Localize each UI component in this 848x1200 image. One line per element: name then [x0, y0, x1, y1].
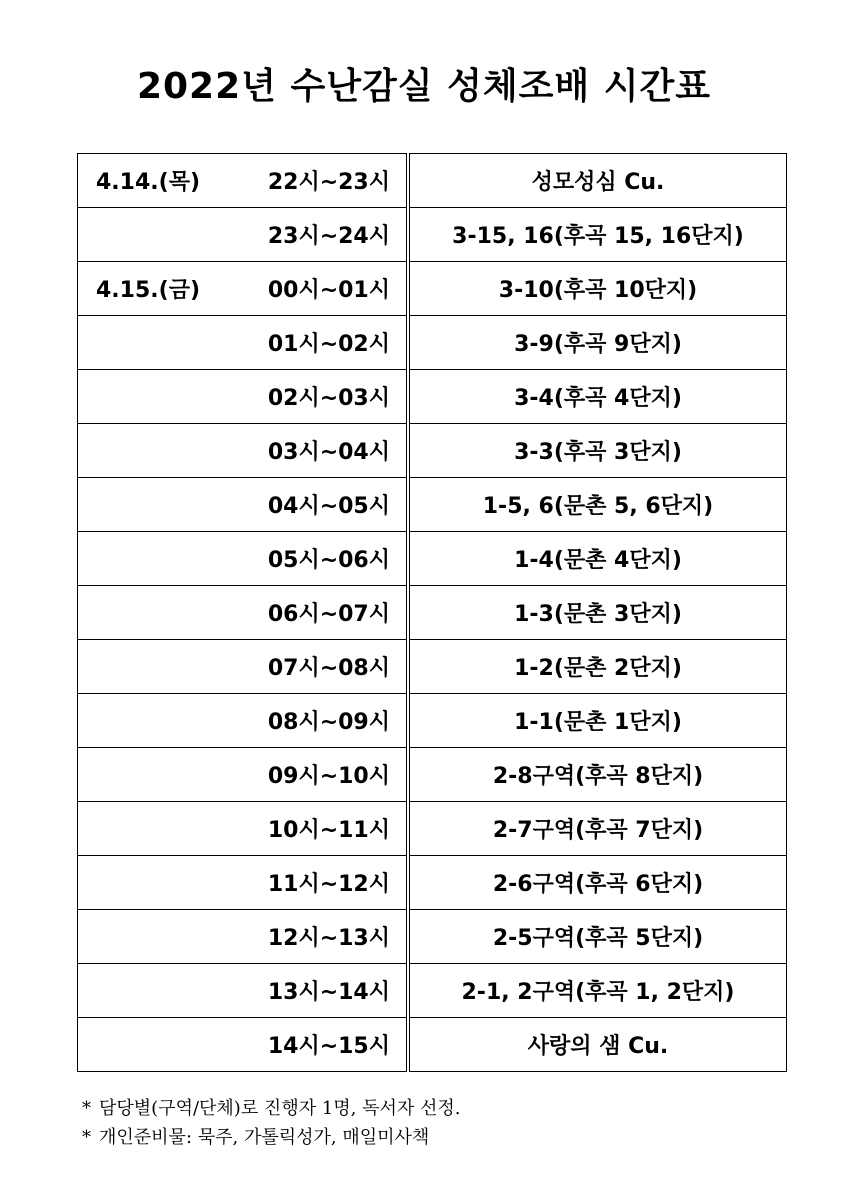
schedule-row	[78, 316, 787, 370]
time-slot: 23시~24시	[267, 224, 390, 249]
schedule-row	[78, 964, 787, 1018]
schedule-row	[78, 694, 787, 748]
time-cell	[78, 532, 409, 586]
group-cell: 1-3(문촌 3단지)	[408, 586, 787, 640]
time-slot: 01시~02시	[267, 332, 390, 357]
time-cell	[78, 964, 409, 1018]
note-bullet: *	[82, 1098, 91, 1119]
group-cell: 1-1(문촌 1단지)	[408, 694, 787, 748]
schedule-row	[78, 856, 787, 910]
group-cell: 3-9(후곡 9단지)	[408, 316, 787, 370]
time-cell	[78, 154, 409, 208]
page-title: 2022년 수난감실 성체조배 시간표	[136, 66, 712, 107]
group-cell: 2-5구역(후곡 5단지)	[408, 910, 787, 964]
schedule-row	[78, 910, 787, 964]
group-cell: 1-5, 6(문촌 5, 6단지)	[408, 478, 787, 532]
group-cell: 2-7구역(후곡 7단지)	[408, 802, 787, 856]
time-cell	[78, 262, 409, 316]
time-cell	[78, 478, 409, 532]
notes	[82, 1094, 461, 1152]
group-cell: 1-4(문촌 4단지)	[408, 532, 787, 586]
time-slot: 04시~05시	[267, 494, 390, 519]
time-slot: 12시~13시	[267, 926, 390, 951]
time-cell	[78, 1018, 409, 1072]
group-cell: 3-15, 16(후곡 15, 16단지)	[408, 208, 787, 262]
note-text: 담당별(구역/단체)로 진행자 1명, 독서자 선정.	[99, 1098, 461, 1119]
schedule-row	[78, 640, 787, 694]
schedule-row	[78, 1018, 787, 1072]
schedule-row	[78, 208, 787, 262]
time-slot: 08시~09시	[267, 710, 390, 735]
group-cell: 2-1, 2구역(후곡 1, 2단지)	[408, 964, 787, 1018]
time-cell	[78, 748, 409, 802]
group-cell: 2-8구역(후곡 8단지)	[408, 748, 787, 802]
group-cell: 3-4(후곡 4단지)	[408, 370, 787, 424]
schedule-row	[78, 154, 787, 208]
time-cell	[78, 694, 409, 748]
group-cell: 사랑의 샘 Cu.	[408, 1018, 787, 1072]
schedule-row	[78, 478, 787, 532]
time-cell	[78, 208, 409, 262]
time-cell	[78, 910, 409, 964]
group-cell: 3-3(후곡 3단지)	[408, 424, 787, 478]
schedule-row	[78, 748, 787, 802]
schedule-row	[78, 370, 787, 424]
time-slot: 00시~01시	[267, 278, 390, 303]
time-slot: 09시~10시	[267, 764, 390, 789]
time-slot: 13시~14시	[267, 980, 390, 1005]
date-label: 4.15.(금)	[96, 278, 200, 303]
note-line	[82, 1094, 461, 1123]
time-slot: 05시~06시	[267, 548, 390, 573]
schedule-table	[77, 153, 787, 1072]
time-slot: 07시~08시	[267, 656, 390, 681]
schedule-row	[78, 424, 787, 478]
time-cell	[78, 802, 409, 856]
group-cell: 성모성심 Cu.	[408, 154, 787, 208]
schedule-row	[78, 586, 787, 640]
time-cell	[78, 640, 409, 694]
time-slot: 11시~12시	[267, 872, 390, 897]
date-label: 4.14.(목)	[96, 170, 200, 195]
time-slot: 14시~15시	[267, 1034, 390, 1059]
note-bullet: *	[82, 1127, 91, 1148]
time-cell	[78, 424, 409, 478]
group-cell: 2-6구역(후곡 6단지)	[408, 856, 787, 910]
time-cell	[78, 856, 409, 910]
time-slot: 06시~07시	[267, 602, 390, 627]
time-cell	[78, 586, 409, 640]
time-slot: 10시~11시	[267, 818, 390, 843]
time-slot: 03시~04시	[267, 440, 390, 465]
schedule-row	[78, 532, 787, 586]
time-cell	[78, 370, 409, 424]
schedule-row	[78, 802, 787, 856]
time-slot: 02시~03시	[267, 386, 390, 411]
note-text: 개인준비물: 묵주, 가톨릭성가, 매일미사책	[99, 1127, 430, 1148]
time-slot: 22시~23시	[267, 170, 390, 195]
schedule-row	[78, 262, 787, 316]
group-cell: 3-10(후곡 10단지)	[408, 262, 787, 316]
note-line	[82, 1123, 461, 1152]
schedule-body	[78, 154, 787, 1072]
time-cell	[78, 316, 409, 370]
group-cell: 1-2(문촌 2단지)	[408, 640, 787, 694]
